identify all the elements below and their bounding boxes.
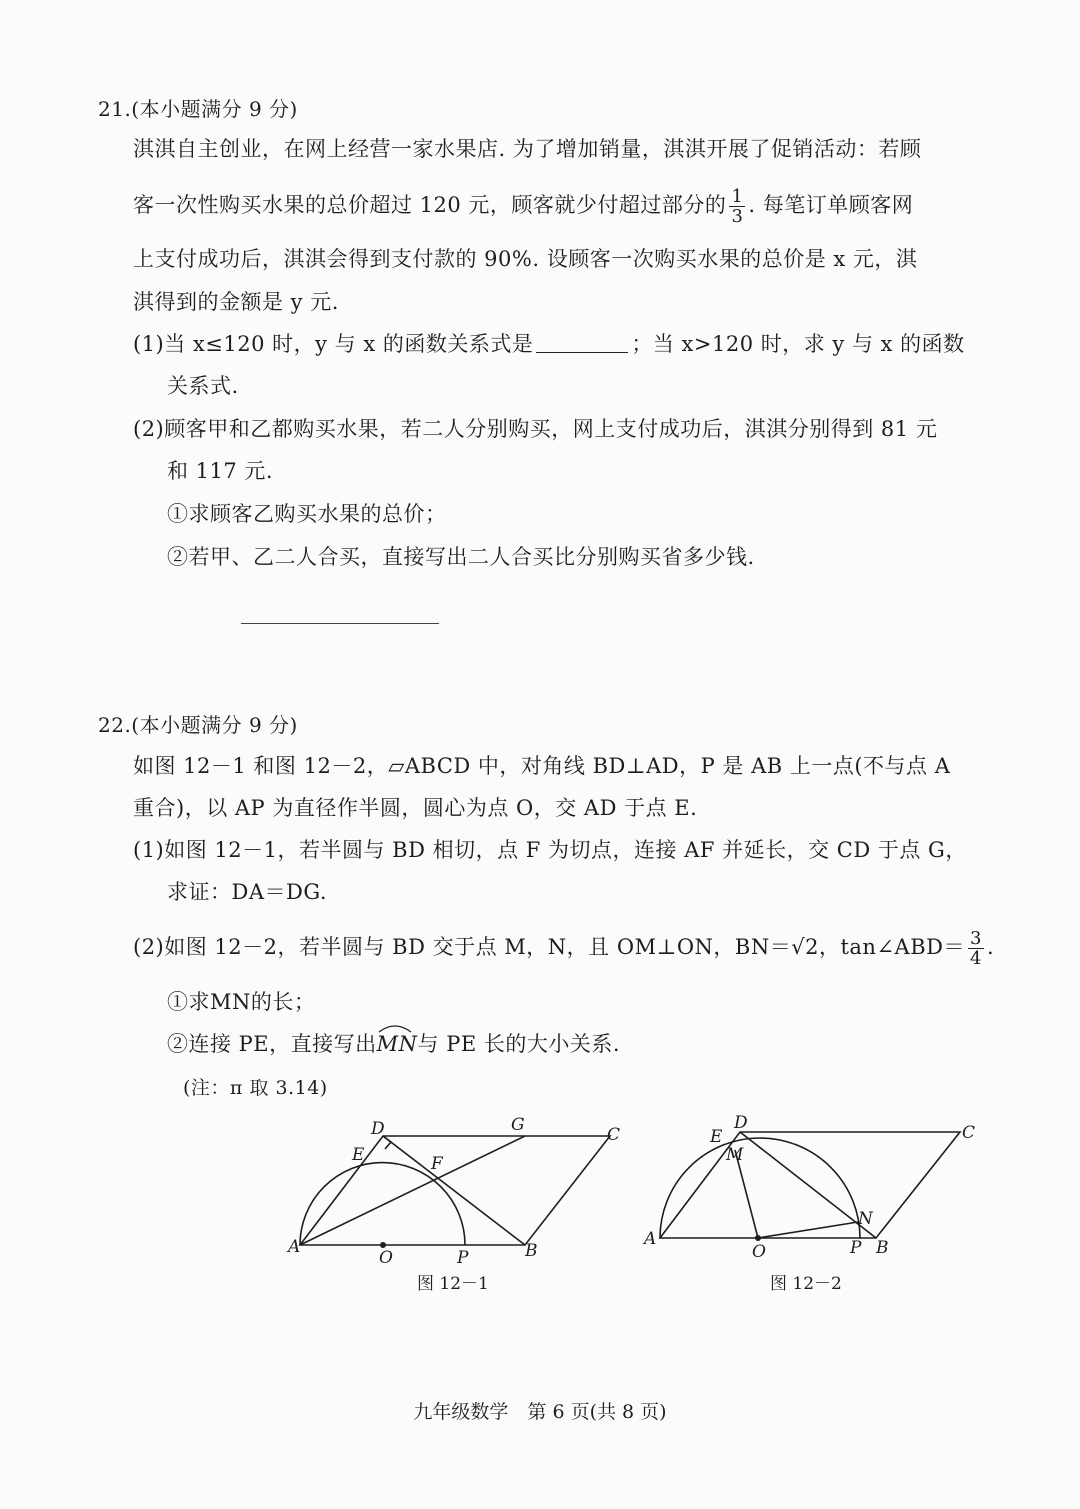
q22-heading: 22.(本小题满分 9 分) [98,713,298,737]
radius-on [758,1222,858,1238]
fraction-numerator: 3 [969,928,982,949]
q22-subquestion-1-cont: 求证：DA＝DG. [167,880,328,904]
q22-subquestion-1: (1)如图 12－1，若半圆与 BD 相切，点 F 为切点，连接 AF 并延长，交 CD 于点 G， [133,838,967,862]
q21-paragraph-line-2 [133,187,913,226]
q21-paragraph-line-1: 淇淇自主创业，在网上经营一家水果店. 为了增加销量，淇淇开展了促销活动：若顾 [133,137,922,161]
q21-text: ；当 x>120 时，求 y 与 x 的函数 [631,332,965,356]
answer-blank[interactable] [536,332,628,353]
q22-paragraph-line-1: 如图 12－1 和图 12－2，▱ABCD 中，对角线 BD⊥AD，P 是 AB 上一点(不与点 A [133,754,951,778]
q21-paragraph-line-4: 淇得到的金额是 y 元. [133,290,339,314]
label-c: C [962,1123,976,1143]
q21-subquestion-2: (2)顾客甲和乙都购买水果，若二人分别购买，网上支付成功后，淇淇分别得到 81 元 [133,417,938,441]
q21-paragraph-line-3: 上支付成功后，淇淇会得到支付款的 90%. 设顾客一次购买水果的总价是 x 元，淇 [133,247,918,271]
fraction-three-quarters [968,929,984,968]
label-p: P [850,1238,862,1258]
q21-text: 客一次性购买水果的总价超过 120 元，顾客就少付超过部分的 [133,193,727,217]
label-m: M [726,1145,744,1165]
q22-subquestion-2-part-2 [167,1029,620,1059]
parallelogram-abcd [660,1132,960,1238]
label-c: C [607,1125,621,1145]
fraction-denominator: 3 [731,206,744,227]
q22-text: . [986,935,995,959]
label-d: D [734,1113,748,1133]
label-n: N [858,1209,873,1229]
arc-mn [377,1029,418,1059]
label-b: B [525,1241,538,1261]
center-point-o [755,1235,761,1241]
label-o: O [379,1248,393,1268]
q22-text: (2)如图 12－2，若半圆与 BD 交于点 M，N，且 OM⊥ON，BN＝√2，tan∠ABD＝ [133,935,965,959]
label-a: A [288,1237,301,1257]
answer-divider [241,623,439,624]
label-g: G [511,1115,525,1135]
fraction-one-third [729,187,745,226]
arc-symbol-icon [377,1023,413,1033]
q21-text: . 每笔订单顾客网 [748,193,914,217]
q21-subquestion-1-cont: 关系式. [167,374,239,398]
diagonal-bd [383,1136,525,1245]
q21-heading: 21.(本小题满分 9 分) [98,97,298,121]
label-a: A [644,1229,657,1249]
figure-12-1 [285,1110,625,1280]
label-b: B [876,1238,889,1258]
figure-12-2 [640,1110,980,1280]
q22-subquestion-2-part-1: ①求MN的长； [167,990,316,1014]
arc-label: MN [376,1032,418,1056]
label-e: E [710,1127,723,1147]
label-f: F [431,1154,443,1174]
line-ag [300,1136,525,1245]
fraction-numerator: 1 [731,186,744,207]
q22-text: ②连接 PE，直接写出 [167,1032,377,1056]
label-e: E [352,1145,365,1165]
q22-subquestion-2 [133,929,994,968]
page-footer: 九年级数学 第 6 页(共 8 页) [413,1401,667,1423]
q22-note: (注：π 取 3.14) [183,1077,328,1099]
q21-subquestion-2-part-1: ①求顾客乙购买水果的总价； [167,502,447,526]
figure-12-1-caption: 图 12－1 [417,1274,489,1294]
q22-paragraph-line-2: 重合)，以 AP 为直径作半圆，圆心为点 O，交 AD 于点 E. [133,796,698,820]
q22-text: 与 PE 长的大小关系. [417,1032,621,1056]
q21-subquestion-2-part-2: ②若甲、乙二人合买，直接写出二人合买比分别购买省多少钱. [167,545,755,569]
figure-12-2-caption: 图 12－2 [770,1274,842,1294]
label-d: D [371,1119,385,1139]
q21-text: (1)当 x≤120 时，y 与 x 的函数关系式是 [133,332,534,356]
q21-subquestion-2-cont: 和 117 元. [167,459,274,483]
label-o: O [752,1242,766,1262]
fraction-denominator: 4 [969,948,982,969]
q21-subquestion-1 [133,329,965,359]
semicircle [660,1138,860,1238]
label-p: P [457,1248,469,1268]
